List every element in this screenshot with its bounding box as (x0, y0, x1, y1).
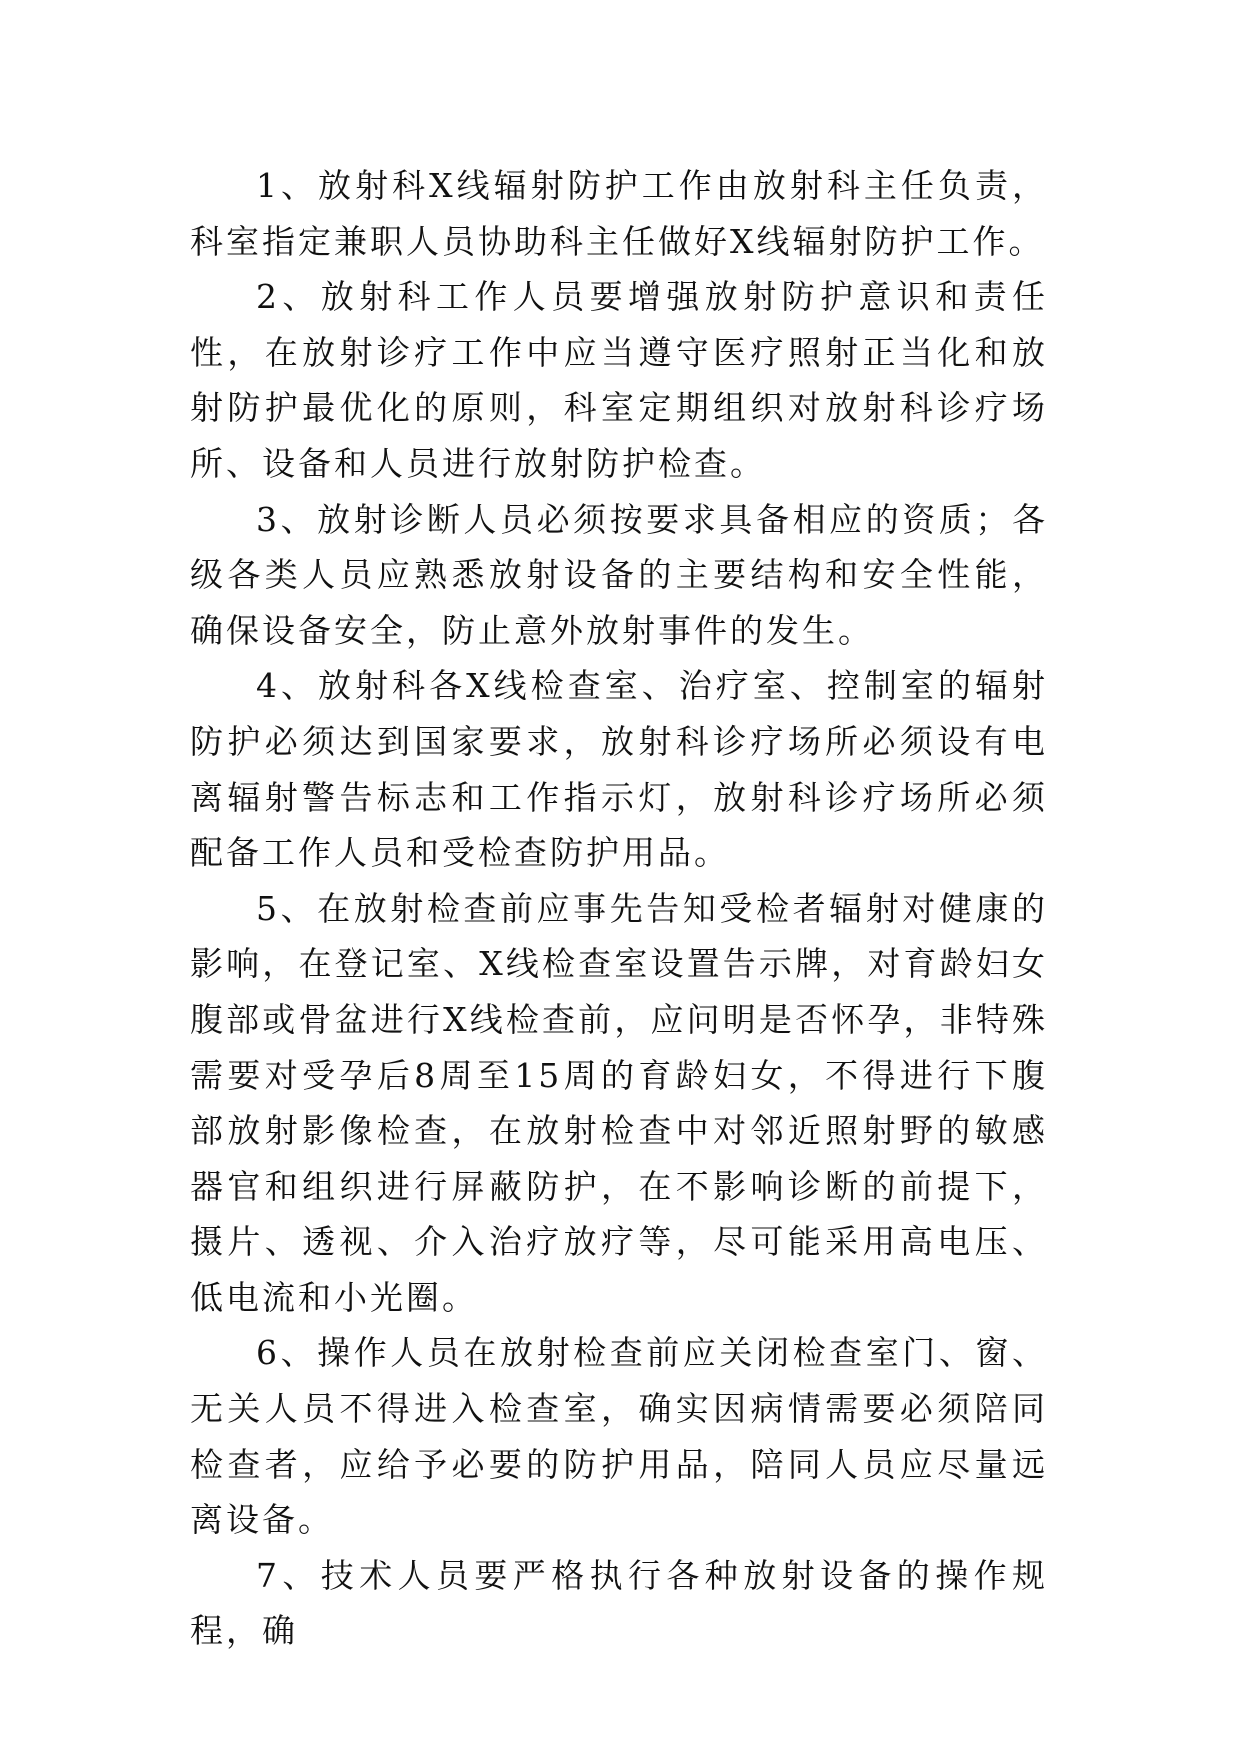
document-body (190, 158, 1048, 1659)
paragraph-1: 1、放射科X线辐射防护工作由放射科主任负责，科室指定兼职人员协助科主任做好X线辐射防护工作。 (190, 166, 1048, 261)
paragraph-5: 5、在放射检查前应事先告知受检者辐射对健康的影响，在登记室、X线检查室设置告示牌，对育龄妇女腹部或骨盆进行X线检查前，应问明是否怀孕，非特殊需要对受孕后8周至15周的育龄妇女，不得进行下腹部放射影像检查，在放射检查中对邻近照射野的敏感器官和组织进行屏蔽防护，在不影响诊断的前提下，摄片、透视、介入治疗放疗等，尽可能采用高电压、低电流和小光圈。 (190, 888, 1048, 1317)
paragraph-2: 2、放射科工作人员要增强放射防护意识和责任性，在放射诊疗工作中应当遵守医疗照射正当化和放射防护最优化的原则，科室定期组织对放射科诊疗场所、设备和人员进行放射防护检查。 (190, 277, 1048, 483)
paragraph-6: 6、操作人员在放射检查前应关闭检查室门、窗、无关人员不得进入检查室，确实因病情需要必须陪同检查者，应给予必要的防护用品，陪同人员应尽量远离设备。 (190, 1333, 1048, 1540)
paragraph-3: 3、放射诊断人员必须按要求具备相应的资质；各级各类人员应熟悉放射设备的主要结构和安全性能，确保设备安全，防止意外放射事件的发生。 (190, 499, 1048, 650)
paragraph-4: 4、放射科各X线检查室、治疗室、控制室的辐射防护必须达到国家要求，放射科诊疗场所必须设有电离辐射警告标志和工作指示灯，放射科诊疗场所必须配备工作人员和受检查防护用品。 (190, 666, 1048, 873)
paragraph-7: 7、技术人员要严格执行各种放射设备的操作规程，确 (190, 1555, 1048, 1651)
